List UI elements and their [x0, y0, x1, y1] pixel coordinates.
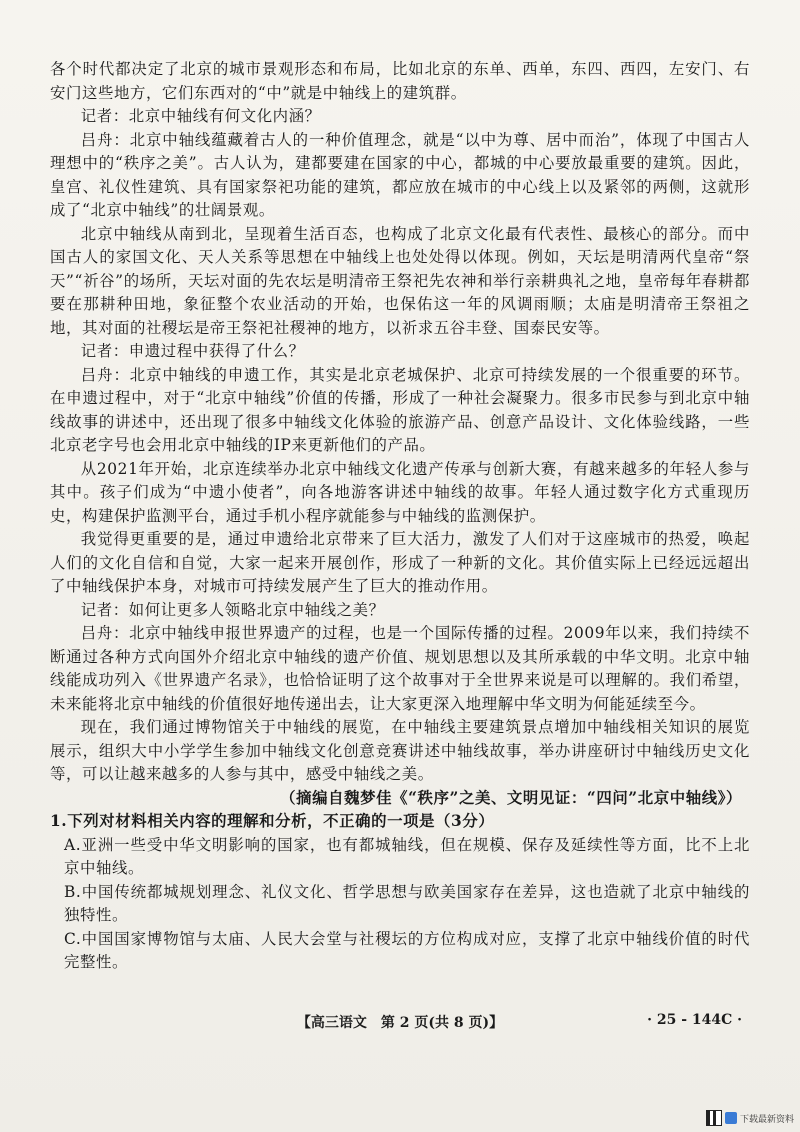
paragraph-11: 现在，我们通过博物馆关于中轴线的展览，在中轴线主要建筑景点增加中轴线相关知识的展览展示，组织大中小学学生参加中轴线文化创意竞赛讲述中轴线故事，举办讲座研讨中轴线历史文化等，可以让越来越多的人参与其中，感受中轴线之美。 — [50, 718, 750, 783]
option-letter: A. — [64, 835, 82, 854]
paragraph-9: 记者：如何让更多人领略北京中轴线之美？ — [80, 600, 385, 619]
option-a — [50, 834, 750, 881]
paragraph-4: 北京中轴线从南到北，呈现着生活百态，也构成了北京文化最有代表性、最核心的部分。而中国古人的家国文化、天人关系等思想在中轴线上也处处得以体现。例如，天坛是明清两代皇帝“祭天”“祈谷”的场所，天坛对面的先农坛是明清帝王祭祀先农神和举行亲耕典礼之地，皇帝每年春耕都要在那耕种田地，象征整个农业活动的开始，也保佑这一年的风调雨顺；太庙是明清帝王祭祖之地，其对面的社稷坛是帝王祭祀社稷神的地方，以祈求五谷丰登、国泰民安等。 — [50, 224, 750, 337]
logo-icon — [725, 1112, 737, 1124]
exam-code: · 25 - 144C · — [647, 1012, 742, 1028]
paragraph-7: 从2021年开始，北京连续举办北京中轴线文化遗产传承与创新大赛，有越来越多的年轻人参与其中。孩子们成为“中遗小使者”，向各地游客讲述中轴线的故事。年轻人通过数字化方式重现历史，构建保护监测平台，通过手机小程序就能参与中轴线的监测保护。 — [50, 459, 750, 525]
option-text: 中国国家博物馆与太庙、人民大会堂与社稷坛的方位构成对应，支撑了北京中轴线价值的时代完整性。 — [64, 929, 750, 971]
option-text: 亚洲一些受中华文明影响的国家，也有都城轴线，但在规模、保存及延续性等方面，比不上北京中轴线。 — [64, 835, 750, 877]
option-letter: B. — [64, 882, 82, 901]
reading-passage — [50, 58, 750, 975]
option-b — [50, 881, 750, 928]
question-stem: 1.下列对材料相关内容的理解和分析，不正确的一项是（3分） — [50, 812, 495, 830]
paragraph-10: 吕舟：北京中轴线申报世界遗产的过程，也是一个国际传播的过程。2009年以来，我们持续不断通过各种方式向国外介绍北京中轴线的遗产价值、规划思想以及其所承载的中华文明。北京中轴线能成功列入《世界遗产名录》，也恰恰证明了这个故事对于全世界来说是可以理解的。我们希望，未来能将北京中轴线的价值很好地传递出去，让大家更深入地理解中华文明为何能延续至今。 — [50, 624, 750, 713]
paragraph-5: 记者：申遗过程中获得了什么？ — [80, 342, 305, 360]
paragraph-3: 吕舟：北京中轴线蕴藏着古人的一种价值理念，就是“以中为尊、居中而治”，体现了中国古人理想中的“秩序之美”。古人认为，建都要建在国家的中心，都城的中心要放最重要的建筑。因此，皇宫、礼仪性建筑、具有国家祭祀功能的建筑，都应放在城市的中心线上以及紧邻的两侧，这就形成了“北京中轴线”的壮阔景观。 — [50, 130, 750, 219]
option-c — [50, 928, 750, 975]
source-citation: （摘编自魏梦佳《“秩序”之美、文明见证：“四问”北京中轴线》） — [280, 788, 742, 807]
paragraph-6: 吕舟：北京中轴线的申遗工作，其实是北京老城保护、北京可持续发展的一个很重要的环节。在申遗过程中，对于“北京中轴线”价值的传播，形成了一种社会凝聚力。很多市民参与到北京中轴线故事的讲述中，还出现了很多中轴线文化体验的旅游产品、创意产品设计、文化体验线路，一些北京老字号也会用北京中轴线的IP来更新他们的产品。 — [50, 365, 750, 454]
option-letter: C. — [64, 929, 82, 948]
paragraph-8: 我觉得更重要的是，通过申遗给北京带来了巨大活力，激发了人们对于这座城市的热爱，唤起人们的文化自信和自觉，大家一起来开展创作，形成了一种新的文化。其价值实际上已经远远超出了中轴线保护本身，对城市可持续发展产生了巨大的推动作用。 — [50, 530, 750, 595]
paragraph-2: 记者：北京中轴线有何文化内涵？ — [80, 107, 321, 125]
page-number-label: 【高三语文 第 2 页(共 8 页)】 — [296, 1015, 504, 1031]
qr-code-icon — [706, 1110, 722, 1126]
watermark — [706, 1108, 794, 1128]
option-text: 中国传统都城规划理念、礼仪文化、哲学思想与欧美国家存在差异，这也造就了北京中轴线的独特性。 — [64, 882, 750, 924]
watermark-text: 下载最新资料 — [739, 1114, 794, 1125]
paragraph-1: 各个时代都决定了北京的城市景观形态和布局，比如北京的东单、西单，东四、西四，左安门、右安门这些地方，它们东西对的“中”就是中轴线上的建筑群。 — [50, 60, 750, 102]
page-footer — [0, 1012, 800, 1036]
